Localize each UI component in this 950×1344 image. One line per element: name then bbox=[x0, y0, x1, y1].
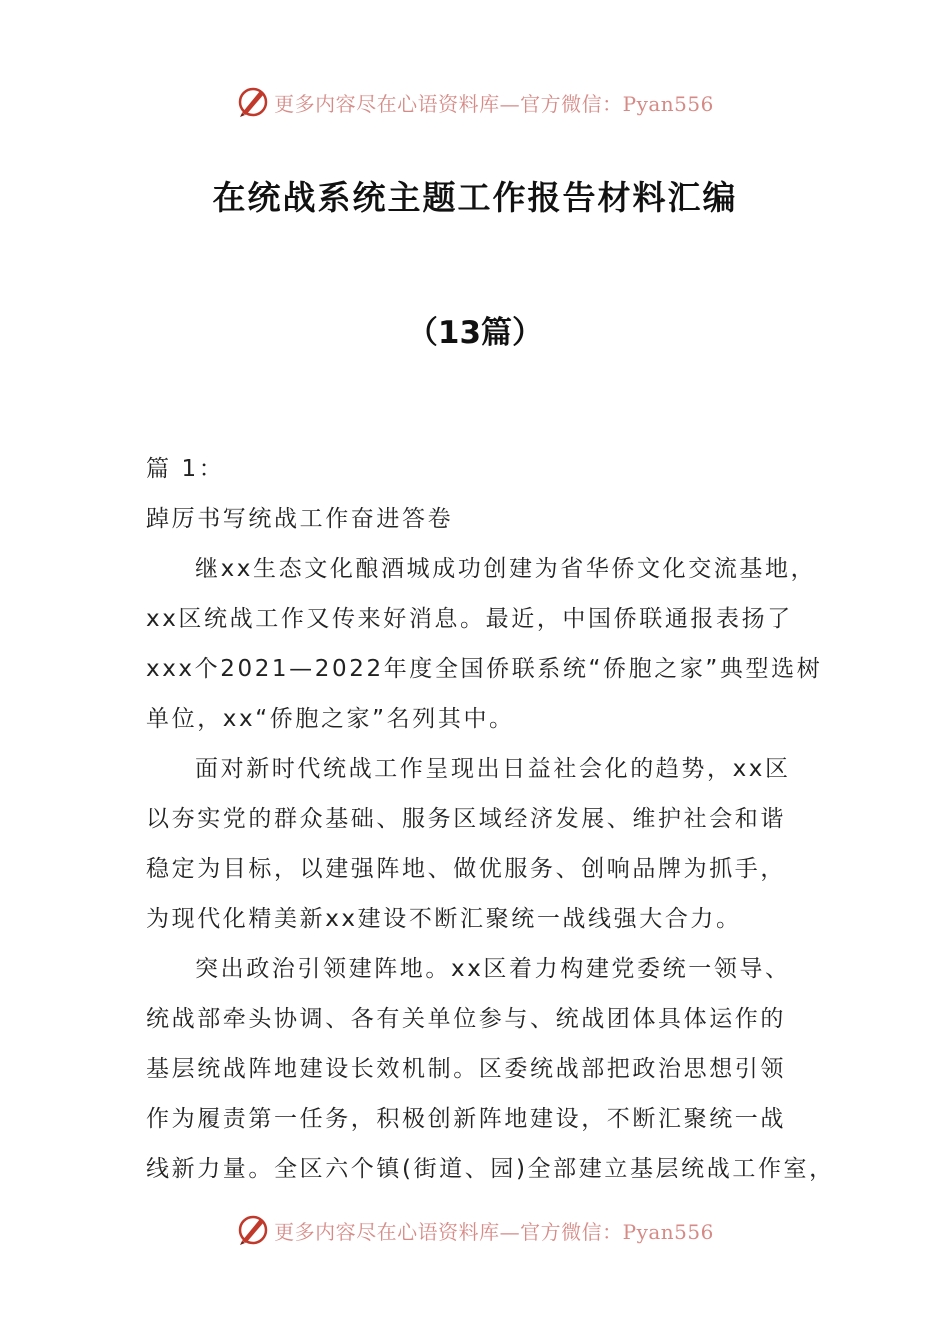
paragraph-line: 稳定为目标，以建强阵地、做优服务、创响品牌为抓手， bbox=[146, 856, 786, 882]
paragraph-line: 作为履责第一任务，积极创新阵地建设，不断汇聚统一战 bbox=[146, 1106, 786, 1132]
paragraph-line: xx区统战工作又传来好消息。最近，中国侨联通报表扬了 bbox=[146, 606, 793, 632]
paragraph-line: 以夯实党的群众基础、服务区域经济发展、维护社会和谐 bbox=[146, 806, 786, 832]
watermark-text: 更多内容尽在心语资料库—官方微信：Pyan556 bbox=[274, 1219, 714, 1244]
document-body bbox=[146, 444, 835, 1194]
paragraph-line: 面对新时代统战工作呈现出日益社会化的趋势，xx区 bbox=[195, 756, 791, 782]
article-title: 踔厉书写统战工作奋进答卷 bbox=[146, 506, 454, 532]
paragraph-line: 单位，xx“侨胞之家”名列其中。 bbox=[146, 706, 515, 732]
paragraph-line: xxx个2021—2022年度全国侨联系统“侨胞之家”典型选树 bbox=[146, 656, 823, 682]
paragraph-line: 为现代化精美新xx建设不断汇聚统一战线强大合力。 bbox=[146, 906, 742, 932]
paragraph-line: 突出政治引领建阵地。xx区着力构建党委统一领导、 bbox=[195, 956, 791, 982]
section-label: 篇 1： bbox=[146, 456, 225, 482]
pen-logo-icon bbox=[236, 85, 270, 119]
watermark-header bbox=[0, 82, 950, 122]
paragraph-line: 线新力量。全区六个镇(街道、园)全部建立基层统战工作室， bbox=[146, 1156, 835, 1182]
document-subtitle: （13篇） bbox=[406, 315, 544, 351]
watermark-text: 更多内容尽在心语资料库—官方微信：Pyan556 bbox=[274, 91, 714, 116]
paragraph-line: 继xx生态文化酿酒城成功创建为省华侨文化交流基地， bbox=[195, 556, 817, 582]
paragraph-line: 统战部牵头协调、各有关单位参与、统战团体具体运作的 bbox=[146, 1006, 786, 1032]
paragraph-line: 基层统战阵地建设长效机制。区委统战部把政治思想引领 bbox=[146, 1056, 786, 1082]
watermark-footer bbox=[0, 1210, 950, 1250]
document-title: 在统战系统主题工作报告材料汇编 bbox=[212, 178, 738, 217]
pen-logo-icon bbox=[236, 1213, 270, 1247]
